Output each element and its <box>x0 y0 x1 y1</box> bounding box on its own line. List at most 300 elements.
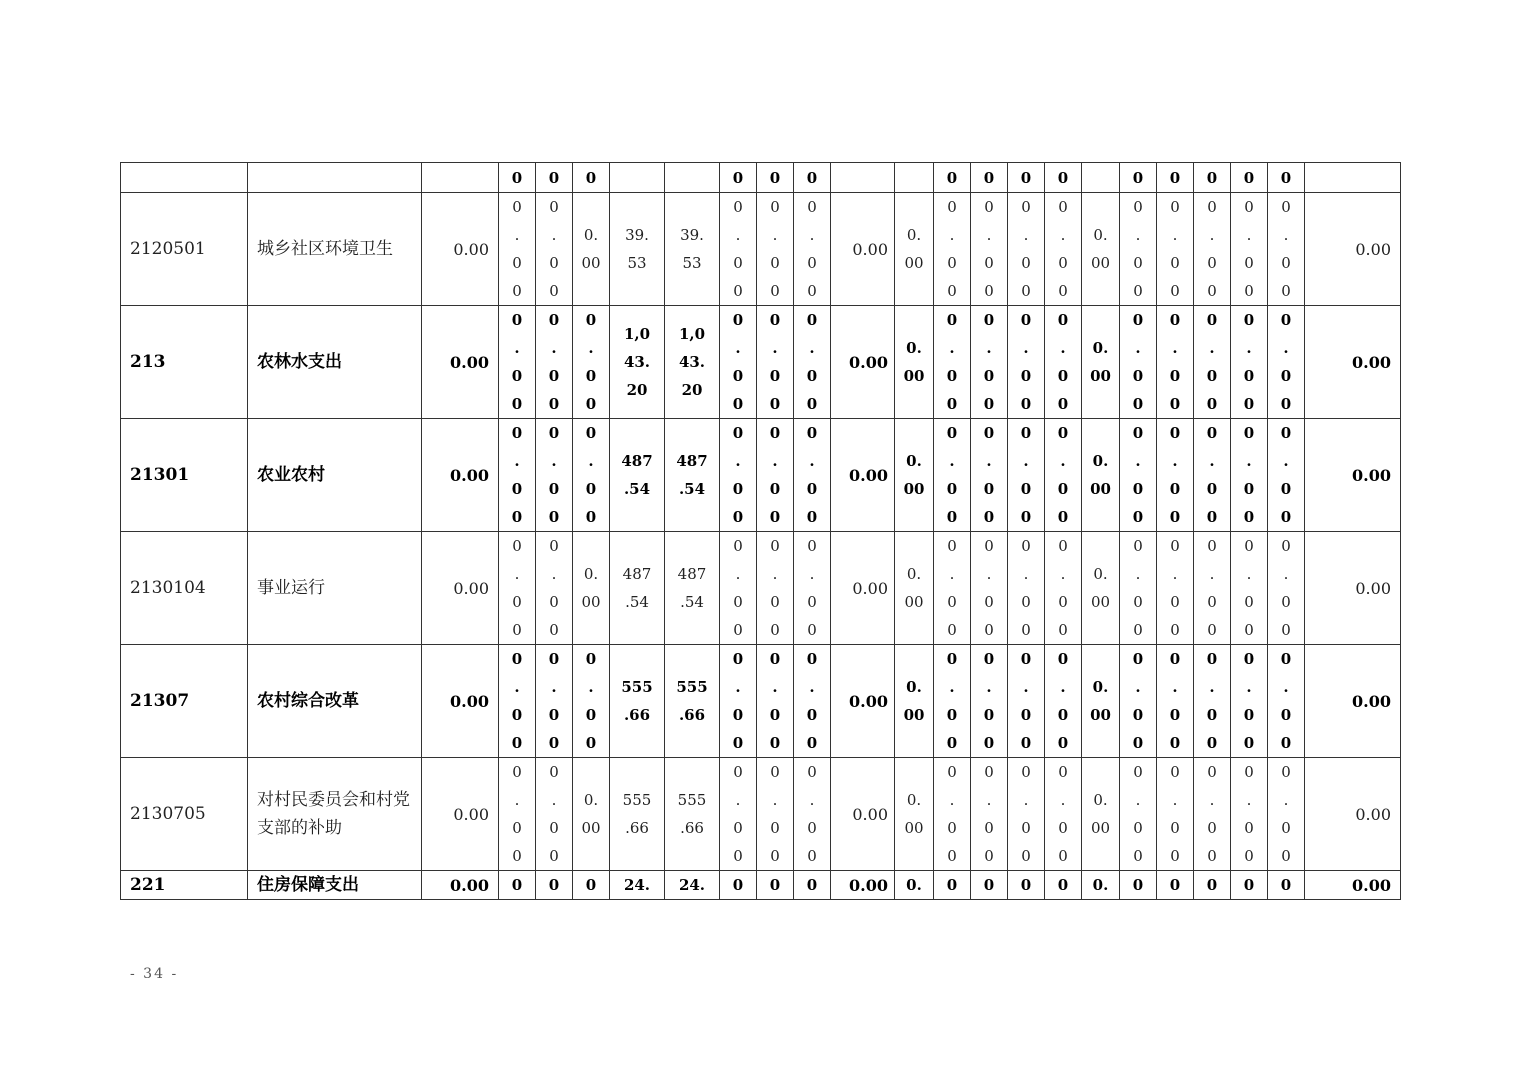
value-line: 0. <box>1092 452 1109 470</box>
value-line: 43. <box>678 353 706 371</box>
value-cell <box>573 871 610 900</box>
value-line: . <box>949 226 955 244</box>
amount-cell: 0.00 <box>831 419 895 532</box>
value-line: 0 <box>1244 282 1254 300</box>
value-line: . <box>1135 678 1141 696</box>
value-line: 0 <box>946 876 958 894</box>
value-line: 0 <box>1206 480 1218 498</box>
value-line: 0 <box>1058 593 1068 611</box>
value-line: 0 <box>1169 311 1181 329</box>
value-line: . <box>1283 226 1289 244</box>
value-line: 0 <box>1132 734 1144 752</box>
value-line: 0 <box>946 395 958 413</box>
value-line: 487 <box>621 452 653 470</box>
value-line: 0 <box>983 706 995 724</box>
value-line: 0 <box>1170 819 1180 837</box>
value-cell <box>1008 645 1045 758</box>
value-line: 0 <box>1057 367 1069 385</box>
amount-cell: 0.00 <box>831 193 895 306</box>
value-line: 20 <box>626 381 648 399</box>
value-line: 0 <box>806 734 818 752</box>
value-line: . <box>986 565 992 583</box>
value-line: 0 <box>1132 311 1144 329</box>
value-cell <box>1082 306 1120 419</box>
value-line: 0 <box>806 311 818 329</box>
value-cell <box>757 306 794 419</box>
value-cell <box>1194 193 1231 306</box>
value-line: 1,0 <box>623 325 651 343</box>
value-cell <box>610 758 665 871</box>
value-line: 0 <box>733 282 743 300</box>
value-line: 0 <box>946 650 958 668</box>
value-line: . <box>1023 565 1029 583</box>
value-line: 0 <box>548 367 560 385</box>
value-line: 0 <box>1021 198 1031 216</box>
value-line: 0 <box>1057 508 1069 526</box>
value-line: 0 <box>548 480 560 498</box>
value-line: . <box>949 565 955 583</box>
amount-cell: 0.00 <box>422 419 499 532</box>
value-line: 0 <box>984 763 994 781</box>
value-cell <box>610 532 665 645</box>
value-line: 0 <box>769 508 781 526</box>
value-line: . <box>809 226 815 244</box>
value-line: 0 <box>1020 424 1032 442</box>
value-line: 0 <box>1169 650 1181 668</box>
value-line: 0 <box>947 763 957 781</box>
value-cell <box>971 306 1008 419</box>
value-line: 0 <box>770 198 780 216</box>
value-cell <box>1194 758 1231 871</box>
value-line: 0 <box>1207 763 1217 781</box>
value-line: 0 <box>1057 480 1069 498</box>
value-line: . <box>1246 791 1252 809</box>
value-cell <box>794 193 831 306</box>
value-line: . <box>1209 791 1215 809</box>
value-line: . <box>1060 452 1066 470</box>
value-line: 0 <box>984 537 994 555</box>
value-line: . <box>949 452 955 470</box>
value-line: 0 <box>1281 819 1291 837</box>
value-cell <box>1268 419 1305 532</box>
value-line: 0 <box>1280 650 1292 668</box>
value-cell <box>934 758 971 871</box>
value-line: 0 <box>512 537 522 555</box>
value-line: 0 <box>983 480 995 498</box>
value-line: 0. <box>583 565 599 583</box>
value-line: 0 <box>512 819 522 837</box>
value-cell <box>1045 163 1082 193</box>
value-line: 0 <box>983 169 995 187</box>
value-cell <box>934 306 971 419</box>
value-line: 0 <box>983 734 995 752</box>
value-line: 0 <box>947 819 957 837</box>
value-line <box>895 164 933 192</box>
value-line: 0 <box>1280 706 1292 724</box>
value-line: 0 <box>548 395 560 413</box>
value-line: 00 <box>903 706 925 724</box>
value-cell <box>1120 306 1157 419</box>
value-line: 0 <box>1243 650 1255 668</box>
value-line: . <box>1209 565 1215 583</box>
value-line: 24. <box>678 876 706 894</box>
value-cell <box>971 758 1008 871</box>
value-line: 00 <box>1090 593 1111 611</box>
value-line: 0 <box>1281 282 1291 300</box>
value-line: . <box>1023 791 1029 809</box>
value-cell <box>1157 163 1194 193</box>
value-line: . <box>1060 678 1066 696</box>
value-line: 0 <box>1057 876 1069 894</box>
amount-cell: 0.00 <box>422 645 499 758</box>
value-line: 0 <box>1244 763 1254 781</box>
value-cell <box>573 306 610 419</box>
value-line: 0 <box>1281 763 1291 781</box>
value-line: 0 <box>1281 198 1291 216</box>
value-cell <box>536 645 573 758</box>
value-cell <box>720 193 757 306</box>
value-line: . <box>514 226 520 244</box>
value-line: . <box>514 565 520 583</box>
value-line: 0 <box>1280 169 1292 187</box>
value-line: 0 <box>732 169 744 187</box>
value-line: 0 <box>1170 282 1180 300</box>
value-line: . <box>1209 226 1215 244</box>
value-line: . <box>588 678 594 696</box>
value-line: 0 <box>770 254 780 272</box>
value-cell <box>1120 871 1157 900</box>
value-cell <box>499 645 536 758</box>
value-line: 0 <box>1243 424 1255 442</box>
amount-cell: 0.00 <box>831 532 895 645</box>
value-line: 0 <box>549 621 559 639</box>
value-line: 0. <box>906 452 922 470</box>
value-line: . <box>735 565 741 583</box>
value-line: 0 <box>946 424 958 442</box>
value-cell <box>1008 532 1045 645</box>
value-line: 0 <box>947 537 957 555</box>
value-line: 0 <box>548 876 560 894</box>
value-line: 0 <box>1244 819 1254 837</box>
value-line: 0 <box>1207 593 1217 611</box>
value-line: .66 <box>680 819 704 837</box>
value-cell <box>665 163 720 193</box>
value-cell <box>1008 306 1045 419</box>
value-line: . <box>1060 226 1066 244</box>
value-line: 0 <box>549 847 559 865</box>
value-line: 0 <box>511 508 523 526</box>
value-line: 487 <box>622 565 652 583</box>
value-cell <box>720 163 757 193</box>
value-line: 0 <box>807 198 817 216</box>
amount-cell: 0.00 <box>422 532 499 645</box>
value-line: 0 <box>1169 395 1181 413</box>
value-line: 20 <box>681 381 703 399</box>
value-line: . <box>949 678 955 696</box>
value-line: . <box>772 678 778 696</box>
value-line: . <box>1209 678 1215 696</box>
value-cell <box>499 193 536 306</box>
value-line: 0 <box>548 734 560 752</box>
value-line: 0 <box>585 367 597 385</box>
value-line: . <box>1209 452 1215 470</box>
subject-name-cell: 住房保障支出 <box>248 871 422 900</box>
value-line: . <box>735 678 741 696</box>
value-line: . <box>986 791 992 809</box>
value-line: . <box>986 226 992 244</box>
value-line <box>610 164 664 192</box>
value-line: . <box>588 452 594 470</box>
value-line: 0 <box>1207 254 1217 272</box>
value-line: . <box>1246 452 1252 470</box>
subject-name-cell: 农村综合改革 <box>248 645 422 758</box>
value-cell <box>1157 419 1194 532</box>
amount-cell: 0.00 <box>1305 193 1401 306</box>
subject-name-cell: 农林水支出 <box>248 306 422 419</box>
value-line: 0 <box>1206 734 1218 752</box>
value-line: 0 <box>1132 876 1144 894</box>
value-line: 0 <box>511 367 523 385</box>
value-line: 0 <box>1020 650 1032 668</box>
value-line: . <box>551 339 557 357</box>
value-line: 0 <box>770 819 780 837</box>
value-line: 0. <box>1093 226 1108 244</box>
value-line: 0 <box>732 311 744 329</box>
value-line: . <box>1172 565 1178 583</box>
value-line: 0 <box>1244 537 1254 555</box>
value-cell <box>720 758 757 871</box>
value-cell <box>934 871 971 900</box>
value-line: 0. <box>583 226 599 244</box>
value-line: 0 <box>1021 847 1031 865</box>
subject-name-cell <box>248 163 422 193</box>
value-line: 0 <box>1133 254 1143 272</box>
value-line: 0. <box>906 565 922 583</box>
table-row <box>121 193 1401 306</box>
value-line: 0 <box>947 621 957 639</box>
value-line: 0 <box>807 537 817 555</box>
value-line: 0 <box>1244 847 1254 865</box>
value-line: 0 <box>1244 198 1254 216</box>
value-line: 0 <box>1132 480 1144 498</box>
value-line: 0 <box>1057 169 1069 187</box>
value-line: 0. <box>906 876 922 894</box>
value-cell <box>665 758 720 871</box>
value-line: 00 <box>581 819 601 837</box>
value-line: 0 <box>733 254 743 272</box>
value-line: . <box>1246 339 1252 357</box>
value-line: 0 <box>585 395 597 413</box>
value-cell <box>499 419 536 532</box>
value-line: 0 <box>549 819 559 837</box>
amount-cell <box>422 163 499 193</box>
value-line: 555 <box>677 791 707 809</box>
value-line: .54 <box>625 593 649 611</box>
value-cell <box>665 871 720 900</box>
value-line: 0 <box>732 508 744 526</box>
value-line: 0 <box>1132 650 1144 668</box>
value-cell <box>665 306 720 419</box>
amount-cell: 0.00 <box>1305 306 1401 419</box>
value-cell <box>665 645 720 758</box>
table-row <box>121 163 1401 193</box>
value-line: 0 <box>1058 254 1068 272</box>
value-line: 0 <box>733 819 743 837</box>
value-line: 0 <box>732 480 744 498</box>
value-line: 00 <box>581 254 601 272</box>
subject-code-cell: 221 <box>121 871 248 900</box>
value-line: 0 <box>946 734 958 752</box>
value-line: . <box>1283 339 1289 357</box>
value-cell <box>1231 419 1268 532</box>
value-line: . <box>514 678 520 696</box>
value-line: . <box>1283 678 1289 696</box>
value-line: 0 <box>1169 706 1181 724</box>
value-cell <box>1231 871 1268 900</box>
value-line: 0 <box>512 621 522 639</box>
subject-name-cell: 对村民委员会和村党支部的补助 <box>248 758 422 871</box>
value-line: 0 <box>1021 621 1031 639</box>
value-line: . <box>772 565 778 583</box>
value-line: 0 <box>1021 763 1031 781</box>
value-line: 0 <box>984 198 994 216</box>
table-row <box>121 758 1401 871</box>
value-line: 0 <box>1281 537 1291 555</box>
subject-code-cell: 21307 <box>121 645 248 758</box>
value-cell <box>1082 758 1120 871</box>
value-line: 0 <box>1057 706 1069 724</box>
value-cell <box>1045 193 1082 306</box>
value-line: . <box>986 452 992 470</box>
value-cell <box>971 163 1008 193</box>
value-line: . <box>986 339 992 357</box>
value-line: 0 <box>769 424 781 442</box>
value-line: . <box>735 226 741 244</box>
value-line: 0 <box>1020 367 1032 385</box>
value-cell <box>1194 306 1231 419</box>
value-line: . <box>551 452 557 470</box>
value-cell <box>1157 306 1194 419</box>
value-line: 0 <box>983 650 995 668</box>
value-line: 0 <box>732 367 744 385</box>
value-line: 0 <box>1169 876 1181 894</box>
value-cell <box>895 419 934 532</box>
value-line: . <box>1172 452 1178 470</box>
value-line: 0 <box>1058 198 1068 216</box>
value-line: 0 <box>806 876 818 894</box>
value-line: 0 <box>1057 734 1069 752</box>
value-cell <box>895 645 934 758</box>
value-line: . <box>772 226 778 244</box>
value-cell <box>1082 871 1120 900</box>
value-line: 0 <box>1207 282 1217 300</box>
value-cell <box>1157 645 1194 758</box>
subject-code-cell: 2130104 <box>121 532 248 645</box>
value-line: 0 <box>946 169 958 187</box>
value-line: 0 <box>769 650 781 668</box>
value-line: 0 <box>770 847 780 865</box>
value-line: 0 <box>770 763 780 781</box>
value-cell <box>720 871 757 900</box>
value-line: . <box>514 339 520 357</box>
value-line: 0 <box>1058 847 1068 865</box>
value-line: 0 <box>807 621 817 639</box>
value-line: 0 <box>807 593 817 611</box>
value-line: .54 <box>680 593 704 611</box>
value-line: 0 <box>946 311 958 329</box>
value-line: 0 <box>946 706 958 724</box>
value-cell <box>720 419 757 532</box>
value-cell <box>499 306 536 419</box>
value-cell <box>1045 306 1082 419</box>
table-row <box>121 532 1401 645</box>
value-line: 0 <box>1207 621 1217 639</box>
value-line: 0 <box>585 311 597 329</box>
value-line: . <box>1172 791 1178 809</box>
value-line: 0 <box>1020 508 1032 526</box>
value-cell <box>573 193 610 306</box>
value-line: 53 <box>627 254 647 272</box>
value-line <box>1082 164 1119 192</box>
value-cell <box>610 871 665 900</box>
value-line: 0 <box>806 508 818 526</box>
value-cell <box>1008 163 1045 193</box>
value-line: 00 <box>1090 706 1111 724</box>
value-line: 0 <box>1243 706 1255 724</box>
value-line: . <box>772 791 778 809</box>
value-line: 0 <box>1244 593 1254 611</box>
value-cell <box>1194 163 1231 193</box>
value-line: 0 <box>983 367 995 385</box>
value-cell <box>536 163 573 193</box>
value-line: 0 <box>1021 819 1031 837</box>
value-cell <box>895 758 934 871</box>
value-line: . <box>1060 565 1066 583</box>
value-cell <box>1045 645 1082 758</box>
value-line: 0 <box>1170 763 1180 781</box>
value-line: . <box>551 791 557 809</box>
value-cell <box>1120 419 1157 532</box>
value-cell <box>1194 532 1231 645</box>
value-cell <box>1120 193 1157 306</box>
value-line: . <box>809 791 815 809</box>
value-cell <box>895 306 934 419</box>
value-line: 0 <box>585 650 597 668</box>
value-cell <box>1157 871 1194 900</box>
value-line: 0 <box>1058 537 1068 555</box>
value-line: 0 <box>548 311 560 329</box>
amount-cell: 0.00 <box>1305 758 1401 871</box>
value-cell <box>1120 532 1157 645</box>
value-line: 0 <box>1170 847 1180 865</box>
value-line: 0 <box>807 254 817 272</box>
value-line: . <box>1060 791 1066 809</box>
value-line: 0 <box>1243 876 1255 894</box>
value-line: 39. <box>625 226 649 244</box>
value-cell <box>895 871 934 900</box>
value-line: 0. <box>1092 339 1109 357</box>
value-line: 0 <box>1206 395 1218 413</box>
value-line: . <box>1135 452 1141 470</box>
value-line: 0 <box>807 763 817 781</box>
value-line: 0 <box>947 593 957 611</box>
value-line: 0 <box>1281 621 1291 639</box>
value-cell <box>794 532 831 645</box>
value-line: 0 <box>585 706 597 724</box>
value-line: 1,0 <box>678 325 706 343</box>
value-cell <box>1120 163 1157 193</box>
value-line: 0 <box>946 508 958 526</box>
